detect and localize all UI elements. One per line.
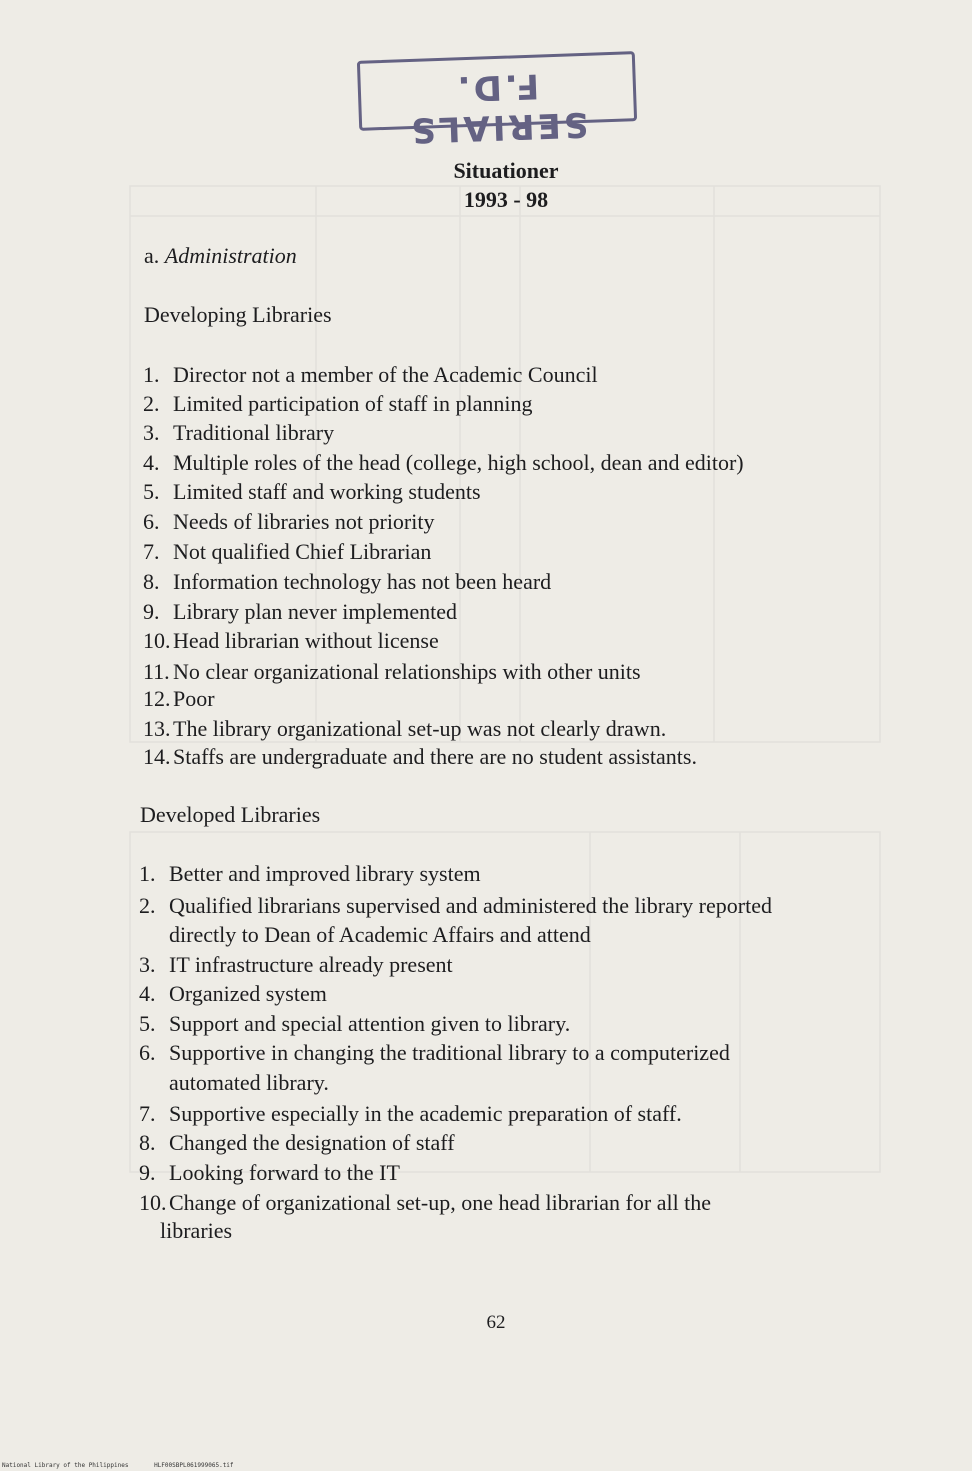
list-item-text: Supportive in changing the traditional library to a computerized (169, 1040, 730, 1065)
list-item (143, 509, 435, 535)
footer-library-name: National Library of the Philippines (2, 1462, 129, 1469)
list-item-number: 8. (139, 1130, 156, 1155)
list-item-number: 3. (139, 952, 156, 977)
list-item-continuation: automated library. (169, 1070, 329, 1095)
list-item-number: 11. (143, 659, 170, 684)
list-item-number: 7. (143, 539, 160, 564)
list-item-text: Staffs are undergraduate and there are no student assistants. (173, 744, 697, 769)
list-item (139, 981, 327, 1007)
list-item-text: Head librarian without license (173, 628, 439, 653)
list-item-number: 5. (143, 479, 160, 504)
list-item (139, 1190, 711, 1216)
list-item-text: Needs of libraries not priority (173, 509, 435, 534)
list-item-text: Poor (173, 686, 215, 711)
list-item-text: Information technology has not been heard (173, 569, 552, 594)
list-item-number: 12. (143, 686, 171, 711)
list-item-continuation: directly to Dean of Academic Affairs and attend (169, 922, 591, 947)
list-item-text: Director not a member of the Academic Council (173, 362, 598, 387)
list-item-continuation: libraries (160, 1218, 233, 1243)
list-item (143, 686, 215, 712)
list-item-text: Limited participation of staff in planning (173, 391, 533, 416)
list-item (143, 716, 666, 742)
list-item (143, 479, 481, 505)
list-item (139, 952, 453, 978)
list-item (143, 420, 334, 446)
list-item (143, 659, 641, 685)
section-label: Administration (164, 243, 297, 268)
serials-stamp (357, 51, 637, 151)
list-item-number: 9. (139, 1160, 156, 1185)
list-item (139, 1040, 730, 1066)
list-item-number: 1. (139, 861, 156, 886)
list-item (139, 893, 772, 919)
list-item-number: 8. (143, 569, 160, 594)
list-item-number: 4. (143, 450, 160, 475)
list-item (139, 1011, 570, 1037)
list-item (143, 539, 431, 565)
list-item (139, 1130, 455, 1156)
list-item-number: 2. (139, 893, 156, 918)
list-item-text: Supportive especially in the academic preparation of staff. (169, 1101, 682, 1126)
list-item-text: Organized system (169, 981, 327, 1006)
list-item-text: IT infrastructure already present (169, 952, 453, 977)
list-item (143, 599, 457, 625)
developed-libraries-heading: Developed Libraries (140, 802, 321, 827)
list-item (139, 861, 481, 887)
list-item-text: The library organizational set-up was not clearly drawn. (173, 716, 667, 741)
list-item-text: Library plan never implemented (173, 599, 458, 624)
list-item-number: 1. (143, 362, 160, 387)
list-item-number: 3. (143, 420, 160, 445)
list-item-number: 6. (143, 509, 160, 534)
list-item-number: 4. (139, 981, 156, 1006)
list-item-number: 14. (143, 744, 171, 769)
list-item-text: Looking forward to the IT (169, 1160, 400, 1185)
page-subtitle-years: 1993 - 98 (463, 187, 549, 212)
list-item-text: Traditional library (173, 420, 335, 445)
list-item-number: 10. (139, 1190, 167, 1215)
section-heading (144, 243, 297, 269)
list-item-number: 13. (143, 716, 171, 741)
list-item-number: 6. (139, 1040, 156, 1065)
list-item-number: 9. (143, 599, 160, 624)
page-title: Situationer (453, 158, 559, 183)
list-item-number: 5. (139, 1011, 156, 1036)
stamp-text: SERIALS F.D. (407, 65, 589, 151)
list-item-text: Change of organizational set-up, one head librarian for all the (169, 1190, 712, 1215)
list-item-text: No clear organizational relationships with other units (173, 659, 641, 684)
list-item-text: Qualified librarians supervised and administered the library reported (169, 893, 772, 918)
list-item-number: 2. (143, 391, 160, 416)
list-item-text: Changed the designation of staff (169, 1130, 455, 1155)
list-item-number: 7. (139, 1101, 156, 1126)
section-prefix: a. (144, 243, 160, 268)
list-item-text: Limited staff and working students (173, 479, 481, 504)
list-item-number: 10. (143, 628, 171, 653)
list-item-text: Support and special attention given to library. (169, 1011, 571, 1036)
list-item-text: Better and improved library system (169, 861, 481, 886)
footer-file-name: HLF00SBPL061999065.tif (154, 1462, 234, 1469)
list-item (143, 628, 439, 654)
list-item-text: Not qualified Chief Librarian (173, 539, 432, 564)
list-item (143, 744, 697, 770)
list-item (139, 1101, 682, 1127)
list-item (143, 569, 551, 595)
list-item-text: Multiple roles of the head (college, high school, dean and editor) (173, 450, 744, 475)
scan-footer (2, 1462, 256, 1469)
list-item (143, 391, 532, 417)
page-number: 62 (486, 1312, 506, 1333)
developing-libraries-heading: Developing Libraries (144, 302, 332, 327)
list-item (139, 1160, 400, 1186)
list-item (143, 450, 744, 476)
list-item (143, 362, 598, 388)
